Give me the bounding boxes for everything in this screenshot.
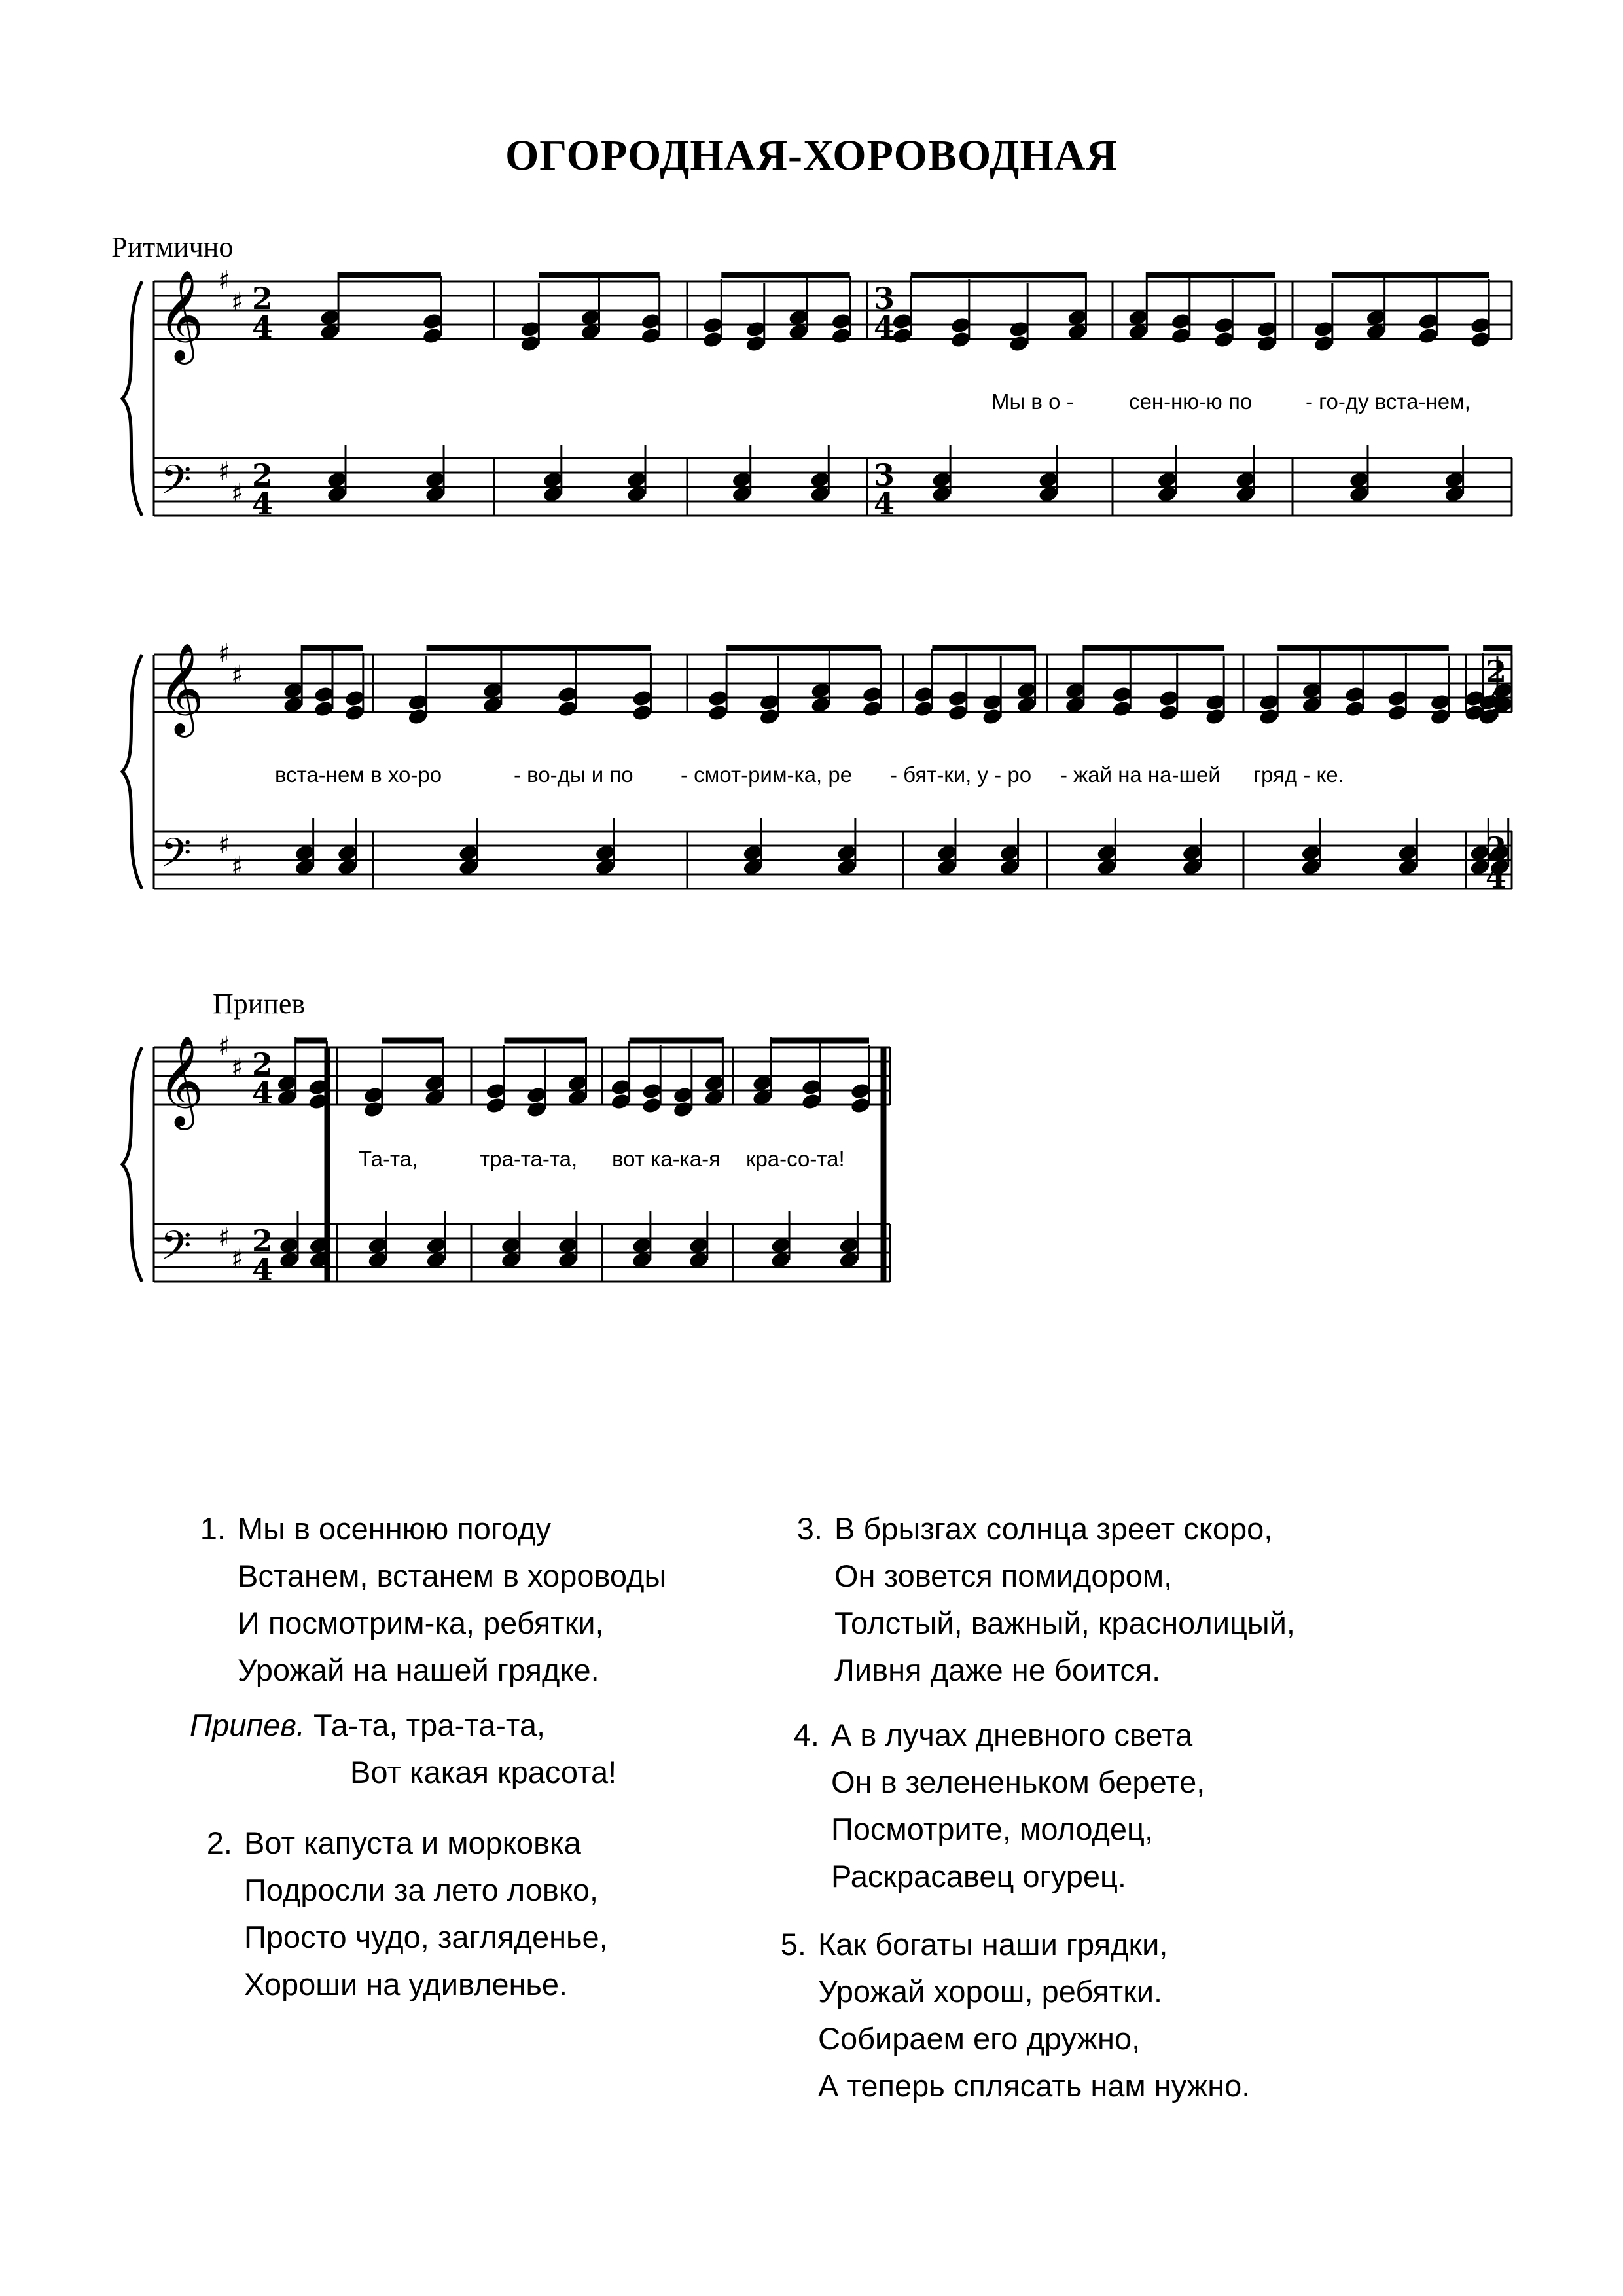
treble-clef-icon: 𝄞 (158, 643, 204, 734)
chorus-text (190, 1702, 616, 1796)
svg-text:2: 2 (252, 1047, 274, 1082)
lyric-syllable: Мы в о - (991, 389, 1074, 414)
verse-line: А в лучах дневного света (831, 1717, 1193, 1752)
verse-line: Мы в осеннюю погоду (238, 1511, 551, 1546)
verse-line: Ливня даже не боится. (834, 1653, 1161, 1687)
lyric-syllable: вста-нем в хо-ро (275, 762, 442, 787)
verse-line: Раскрасавец огурец. (831, 1859, 1126, 1893)
treble-clef-icon: 𝄞 (158, 1035, 204, 1126)
verse-number: 1. (200, 1511, 226, 1546)
svg-text:2: 2 (1486, 654, 1507, 689)
sharp-icon: ♯ (218, 639, 231, 669)
verse-line: В брызгах солнца зреет скоро, (834, 1511, 1273, 1546)
svg-text:4: 4 (252, 1075, 274, 1111)
svg-text:2: 2 (252, 1223, 274, 1259)
verse-line: Он зовется помидором, (834, 1558, 1173, 1593)
chorus-line-2: Вот какая красота! (350, 1755, 617, 1789)
svg-text:2: 2 (252, 457, 274, 493)
lyric-syllable: - го-ду вста-нем, (1306, 389, 1471, 414)
chorus-label: Припев. (190, 1708, 305, 1742)
lyric-syllable: кра-со-та! (746, 1147, 845, 1171)
svg-text:4: 4 (874, 310, 895, 345)
verse-line: Он в зелененьком берете, (831, 1765, 1205, 1799)
sharp-icon: ♯ (218, 266, 231, 296)
lyric-syllable: тра-та-та, (480, 1147, 578, 1171)
lyric-syllable: гряд - ке. (1253, 762, 1344, 787)
sharp-icon: ♯ (218, 830, 231, 860)
brace (122, 1047, 142, 1282)
svg-text:4: 4 (252, 1252, 274, 1287)
verse-line: Как богаты наши грядки, (818, 1927, 1168, 1962)
svg-text:3: 3 (874, 457, 895, 493)
sharp-icon: ♯ (231, 660, 244, 691)
verse-line: Посмотрите, молодец, (831, 1812, 1154, 1846)
lyric-syllable: - жай на на-шей (1060, 762, 1221, 787)
lyric-syllable: сен-ню-ю по (1129, 389, 1253, 414)
verse-line: Собираем его дружно, (818, 2021, 1141, 2056)
verse-line: Урожай на нашей грядке. (238, 1653, 599, 1687)
chorus-section-label: Припев (213, 988, 306, 1020)
sharp-icon: ♯ (231, 478, 244, 509)
treble-clef-icon: 𝄞 (158, 270, 204, 361)
svg-text:2: 2 (1486, 831, 1507, 866)
lyric-syllable: Та-та, (359, 1147, 418, 1171)
verse-line: Вот капуста и морковка (244, 1825, 581, 1860)
svg-text:4: 4 (1486, 683, 1507, 718)
verse-number: 5. (780, 1927, 806, 1962)
svg-text:3: 3 (874, 281, 895, 316)
lyric-syllable: - смот-рим-ка, ре (681, 762, 853, 787)
svg-text:4: 4 (252, 486, 274, 522)
bass-clef-icon: 𝄢 (160, 457, 192, 513)
verse-line: Просто чудо, загляденье, (244, 1920, 608, 1954)
svg-text:4: 4 (252, 310, 274, 345)
lyric-syllable: - во-ды и по (514, 762, 633, 787)
verse-line: Хороши на удивленье. (244, 1967, 568, 2001)
verse-line: И посмотрим-ка, ребятки, (238, 1605, 604, 1640)
song-title: ОГОРОДНАЯ-ХОРОВОДНАЯ (505, 132, 1118, 179)
verse-4 (793, 1712, 1205, 1900)
lyric-syllable: - бят-ки, у - ро (890, 762, 1032, 787)
brace (122, 281, 142, 516)
verse-line: Встанем, встанем в хороводы (238, 1558, 667, 1593)
svg-text:2: 2 (252, 281, 274, 316)
verse-line: Толстый, важный, краснолицый, (834, 1605, 1295, 1640)
chorus-line-1: Та-та, тра-та-та, (304, 1708, 546, 1742)
sharp-icon: ♯ (218, 457, 231, 487)
bass-clef-icon: 𝄢 (160, 1223, 192, 1279)
verse-number: 2. (206, 1825, 232, 1860)
bass-clef-icon: 𝄢 (160, 830, 192, 886)
verse-line: А теперь сплясать нам нужно. (818, 2068, 1251, 2103)
sharp-icon: ♯ (231, 1053, 244, 1083)
lyric-syllable: вот ка-ка-я (612, 1147, 721, 1171)
brace (122, 655, 142, 889)
sharp-icon: ♯ (231, 1244, 244, 1274)
chorus-line (190, 1702, 616, 1749)
verse-line: Урожай хорош, ребятки. (818, 1974, 1163, 2009)
tempo-marking: Ритмично (111, 231, 234, 263)
svg-text:4: 4 (1486, 859, 1507, 895)
sharp-icon: ♯ (231, 287, 244, 317)
verse-number: 3. (796, 1511, 823, 1546)
sharp-icon: ♯ (218, 1031, 231, 1062)
verse-1 (200, 1505, 667, 1694)
verse-number: 4. (793, 1717, 819, 1752)
verse-line: Подросли за лето ловко, (244, 1873, 599, 1907)
svg-text:4: 4 (874, 486, 895, 522)
verse-3 (796, 1505, 1295, 1694)
sharp-icon: ♯ (218, 1223, 231, 1253)
sharp-icon: ♯ (231, 852, 244, 882)
verse-2 (206, 1820, 608, 2008)
verse-5 (780, 1921, 1251, 2109)
